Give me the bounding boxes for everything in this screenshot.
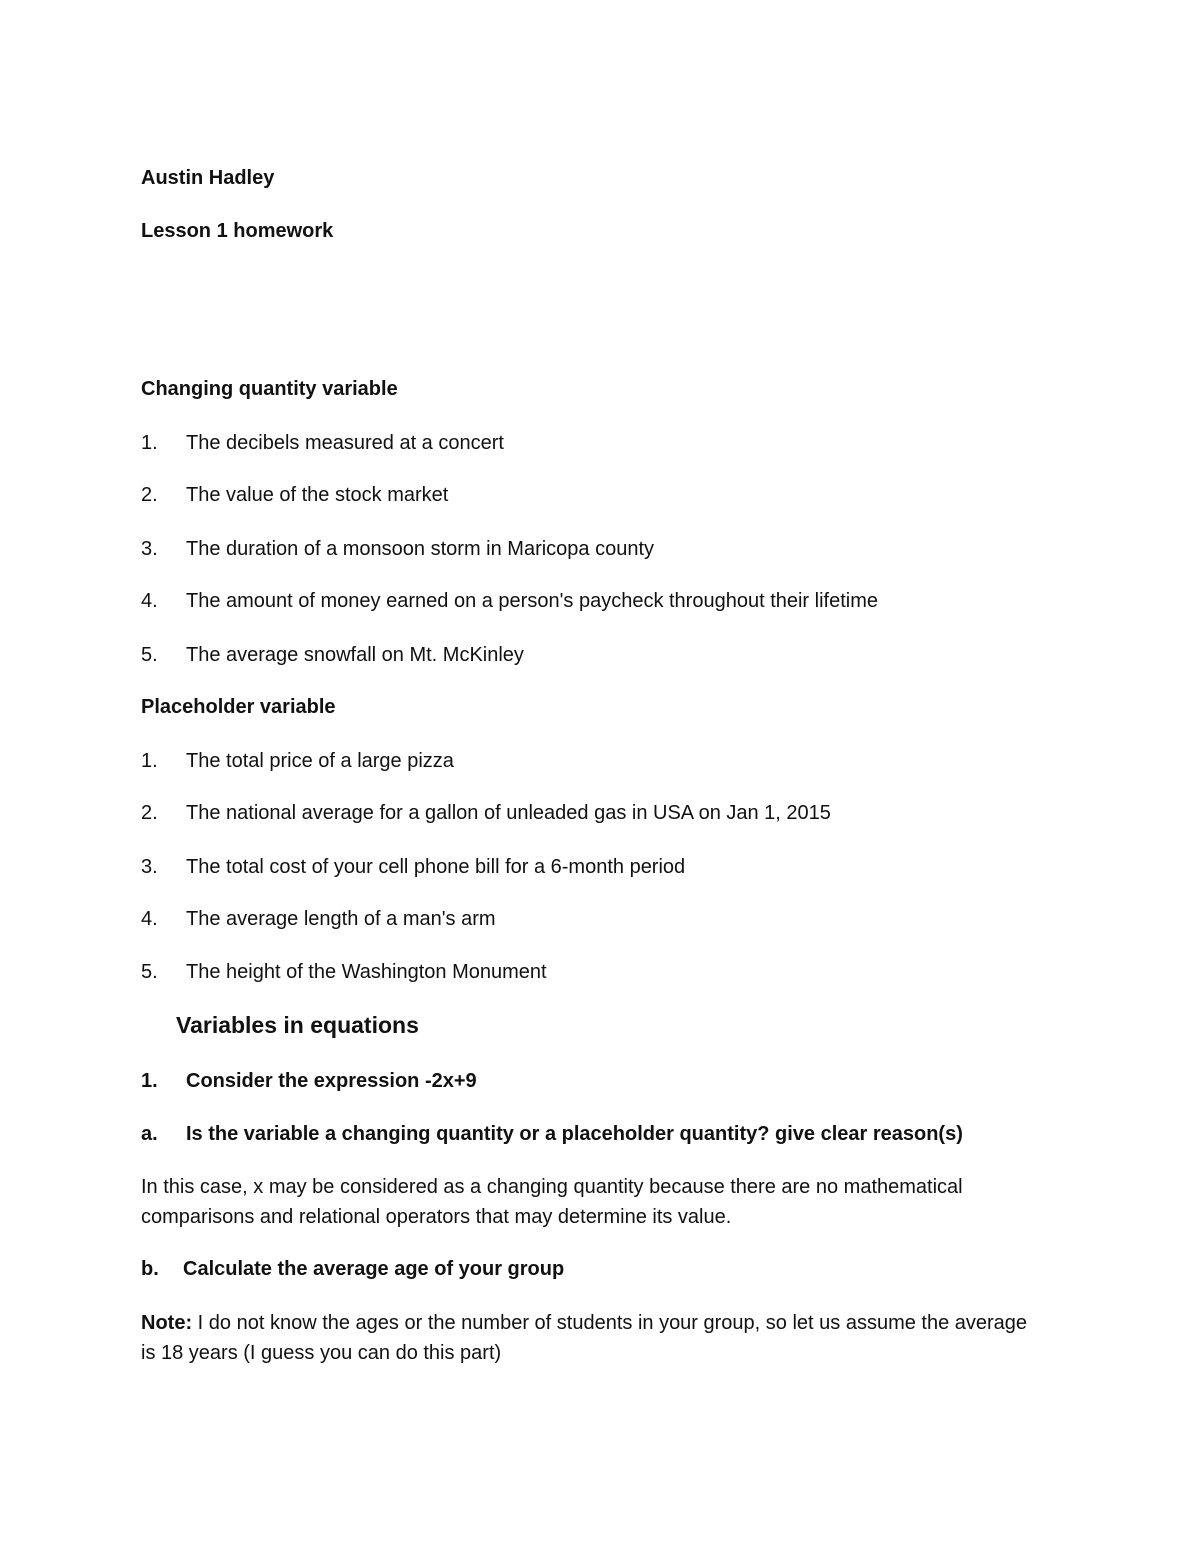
section-heading-equations: Variables in equations	[176, 1012, 419, 1038]
question-text: Consider the expression -2x+9	[186, 1070, 477, 1092]
question-letter: a.	[141, 1123, 158, 1145]
list-text: The amount of money earned on a person's paycheck throughout their lifetime	[186, 590, 879, 612]
question-letter: b.	[141, 1258, 159, 1280]
list-number: 1.	[141, 432, 158, 454]
list-text: The decibels measured at a concert	[186, 432, 504, 454]
note-label: Note:	[141, 1312, 193, 1334]
answer-a-paragraph: In this case, x may be considered as a changing quantity because there are no mathematical comparisons and relational operators that may determine its value.	[141, 1176, 963, 1228]
question-text: Calculate the average age of your group	[183, 1258, 565, 1280]
document-title: Lesson 1 homework	[141, 220, 334, 242]
list-number: 5.	[141, 961, 158, 983]
list-text: The height of the Washington Monument	[186, 961, 547, 983]
author-name: Austin Hadley	[141, 167, 275, 189]
list-number: 3.	[141, 856, 158, 878]
note-text: I do not know the ages or the number of students in your group, so let us assume the average is 18 years (I guess you can do this part)	[141, 1312, 1028, 1364]
list-number: 1.	[141, 750, 158, 772]
list-text: The duration of a monsoon storm in Maricopa county	[186, 538, 655, 560]
section-heading-placeholder: Placeholder variable	[141, 696, 336, 718]
list-number: 4.	[141, 590, 158, 612]
list-text: The total price of a large pizza	[186, 750, 454, 772]
list-text: The average snowfall on Mt. McKinley	[186, 644, 524, 666]
list-number: 4.	[141, 908, 158, 930]
question-text: Is the variable a changing quantity or a placeholder quantity? give clear reason(s)	[186, 1123, 963, 1145]
list-text: The total cost of your cell phone bill for a 6-month period	[186, 856, 686, 878]
list-number: 2.	[141, 802, 158, 824]
question-number: 1.	[141, 1070, 158, 1092]
list-text: The average length of a man's arm	[186, 908, 496, 930]
list-number: 2.	[141, 484, 158, 506]
list-number: 3.	[141, 538, 158, 560]
section-heading-changing: Changing quantity variable	[141, 378, 398, 400]
list-text: The national average for a gallon of unleaded gas in USA on Jan 1, 2015	[186, 802, 831, 824]
list-number: 5.	[141, 644, 158, 666]
list-text: The value of the stock market	[186, 484, 449, 506]
note-paragraph	[141, 1308, 1041, 1368]
